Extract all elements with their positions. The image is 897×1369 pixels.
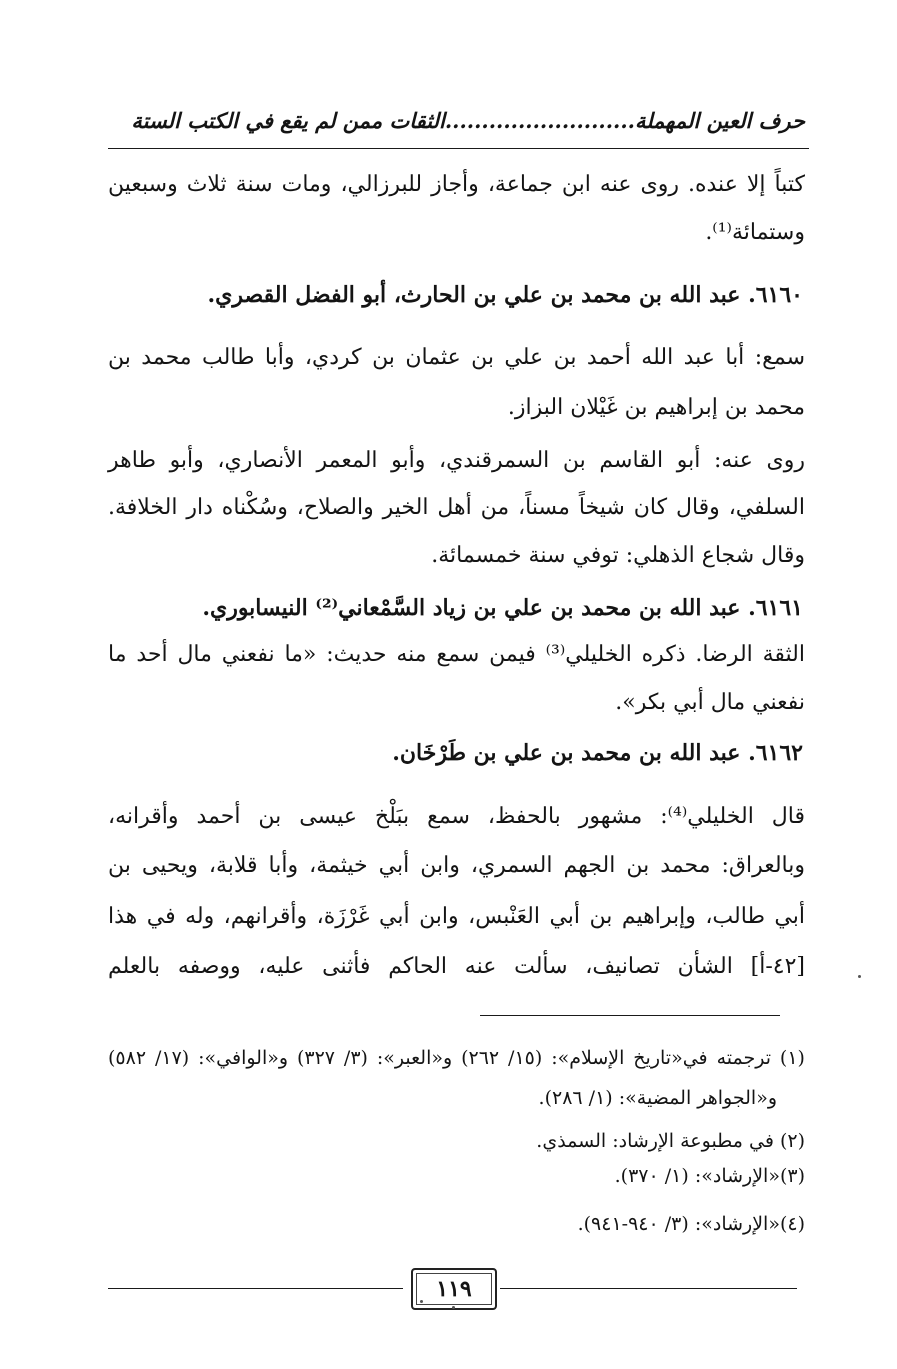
body-line: كتباً إلا عنده. روى عنه ابن جماعة، وأجاز للبرزالي، ومات سنة ثلاث وسبعين: [108, 172, 805, 197]
body-line: محمد بن إبراهيم بن غَيْلان البزاز.: [507, 395, 805, 420]
body-line: روى عنه: أبو القاسم بن السمرقندي، وأبو المعمر الأنصاري، وأبو طاهر: [108, 448, 805, 473]
page-footer: [108, 1268, 797, 1308]
footnote-2: (٢) في مطبوعة الإرشاد: السمذي.: [536, 1130, 805, 1152]
entry-heading-6162: ٦١٦٢. عبد الله بن محمد بن علي بن طَرْخَان.: [392, 740, 803, 766]
footnote-1-continued: و«الجواهر المضية»: (١/ ٢٨٦).: [538, 1087, 777, 1109]
scan-speck: [858, 975, 861, 978]
scan-speck: [452, 1306, 455, 1309]
body-line: [٤٢-أ] الشأن تصانيف، سألت عنه الحاكم فأثنى عليه، ووصفه بالعلم: [108, 954, 805, 979]
entry-heading-6160: ٦١٦٠. عبد الله بن محمد بن علي بن الحارث، أبو الفضل القصري.: [207, 282, 803, 308]
running-header: حرف العين المهملة..........................الثقات ممن لم يقع في الكتب الستة: [131, 108, 805, 133]
footnote-4: (٤)«الإرشاد»: (٣/ ٩٤٠-٩٤١).: [577, 1213, 805, 1235]
footer-rule-right: [500, 1288, 797, 1289]
body-line: وقال شجاع الذهلي: توفي سنة خمسمائة.: [431, 543, 805, 568]
footnote-separator: [480, 1015, 780, 1016]
body-line: السلفي، وقال كان شيخاً مسناً، من أهل الخير والصلاح، وسُكْناه دار الخلافة.: [108, 495, 805, 520]
header-rule: [108, 148, 809, 149]
body-line: وبالعراق: محمد بن الجهم السمري، وابن أبي خيثمة، وأبا قلابة، ويحيى بن: [108, 853, 805, 878]
body-line: أبي طالب، وإبراهيم بن أبي العَنْبس، وابن أبي غَرْزَة، وأقرانهم، وله في هذا: [108, 904, 805, 929]
footnote-3: (٣)«الإرشاد»: (١/ ٣٧٠).: [614, 1165, 805, 1187]
body-line: نفعني مال أبي بكر».: [615, 690, 805, 715]
footnote-1: (١) ترجمته في«تاريخ الإسلام»: (١٥/ ٢٦٢) و«العبر»: (٣/ ٣٢٧) و«الوافي»: (١٧/ ٥٨٢): [108, 1047, 805, 1069]
body-line: وستمائة⁽¹⁾.: [705, 220, 805, 245]
body-line: الثقة الرضا. ذكره الخليلي⁽³⁾ فيمن سمع منه حديث: «ما نفعني مال أحد ما: [108, 642, 805, 667]
body-line: سمع: أبا عبد الله أحمد بن علي بن عثمان بن كردي، وأبا طالب محمد بن: [108, 345, 805, 370]
body-line: قال الخليلي⁽⁴⁾: مشهور بالحفظ، سمع ببَلْخ عيسى بن أحمد وأقرانه،: [108, 804, 805, 829]
scan-speck: [420, 1300, 423, 1303]
footer-rule-left: [108, 1288, 403, 1289]
entry-heading-6161: ٦١٦١. عبد الله بن محمد بن علي بن زياد السَّمْعاني⁽²⁾ النيسابوري.: [202, 595, 803, 621]
page-number: ١١٩: [411, 1268, 497, 1310]
